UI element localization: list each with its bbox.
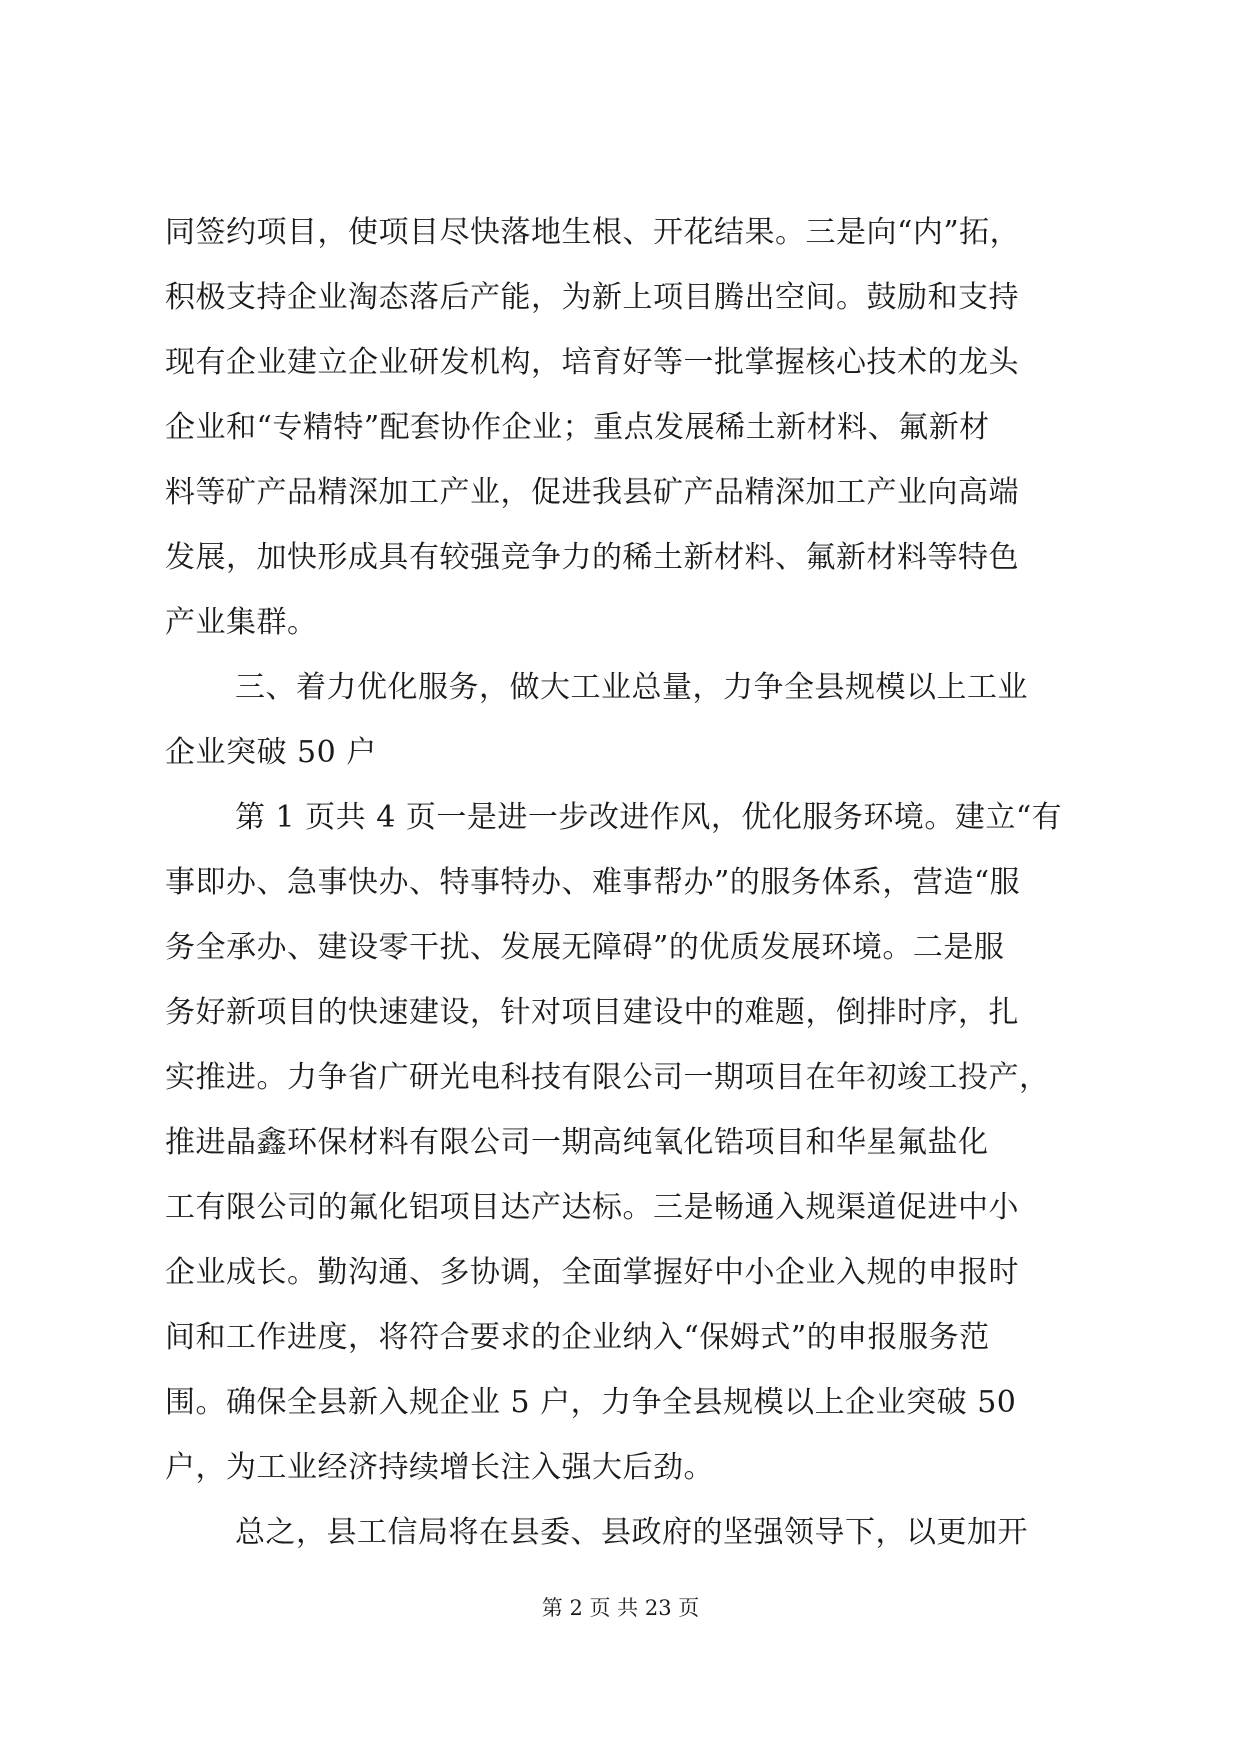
text-line: 务全承办、建设零干扰、发展无障碍”的优质发展环境。二是服 bbox=[165, 930, 1005, 965]
text-line: 料等矿产品精深加工产业，促进我县矿产品精深加工产业向高端 bbox=[165, 475, 1019, 510]
document-body bbox=[165, 200, 1085, 1565]
text-line: 户，为工业经济持续增长注入强大后劲。 bbox=[165, 1450, 714, 1485]
text-line: 围。确保全县新入规企业 5 户，力争全县规模以上企业突破 50 bbox=[165, 1385, 1017, 1420]
section-heading: 三、着力优化服务，做大工业总量，力争全县规模以上工业 bbox=[235, 670, 1028, 705]
text-line: 企业和“专精特”配套协作企业；重点发展稀土新材料、氟新材 bbox=[165, 410, 990, 445]
text-line: 发展，加快形成具有较强竞争力的稀土新材料、氟新材料等特色 bbox=[165, 540, 1019, 575]
section-heading-continued: 企业突破 50 户 bbox=[165, 735, 377, 770]
text-line: 事即办、急事快办、特事特办、难事帮办”的服务体系，营造“服 bbox=[165, 865, 1021, 900]
text-line: 务好新项目的快速建设，针对项目建设中的难题，倒排时序，扎 bbox=[165, 995, 1019, 1030]
text-line: 推进晶鑫环保材料有限公司一期高纯氧化锆项目和华星氟盐化 bbox=[165, 1125, 989, 1160]
text-line: 工有限公司的氟化铝项目达产达标。三是畅通入规渠道促进中小 bbox=[165, 1190, 1019, 1225]
text-line: 产业集群。 bbox=[165, 605, 318, 640]
text-line: 现有企业建立企业研发机构，培育好等一批掌握核心技术的龙头 bbox=[165, 345, 1019, 380]
page-number-footer: 第 2 页 共 23 页 bbox=[541, 1596, 700, 1620]
paragraph-start: 第 1 页共 4 页一是进一步改进作风，优化服务环境。建立“有 bbox=[235, 800, 1063, 835]
text-line: 同签约项目，使项目尽快落地生根、开花结果。三是向“内”拓， bbox=[165, 215, 1021, 250]
text-line: 间和工作进度，将符合要求的企业纳入“保姆式”的申报服务范 bbox=[165, 1320, 990, 1355]
paragraph-start: 总之，县工信局将在县委、县政府的坚强领导下，以更加开 bbox=[235, 1515, 1028, 1550]
text-line: 积极支持企业淘态落后产能，为新上项目腾出空间。鼓励和支持 bbox=[165, 280, 1019, 315]
text-line: 企业成长。勤沟通、多协调，全面掌握好中小企业入规的申报时 bbox=[165, 1255, 1019, 1290]
text-line: 实推进。力争省广研光电科技有限公司一期项目在年初竣工投产， bbox=[165, 1060, 1050, 1095]
